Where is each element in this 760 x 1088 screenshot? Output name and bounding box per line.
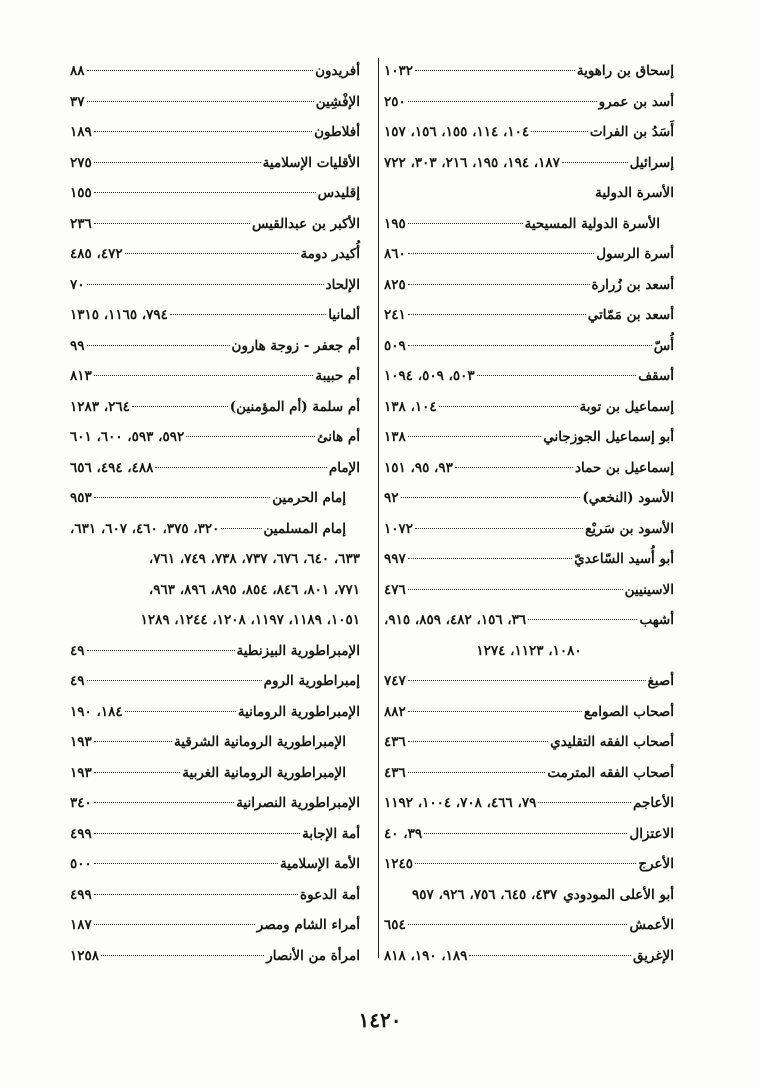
index-term: إقليدس bbox=[317, 185, 360, 201]
index-page-refs: ١٩٣ bbox=[70, 734, 92, 750]
index-entry bbox=[70, 56, 360, 87]
dot-leader bbox=[415, 863, 636, 864]
dot-leader bbox=[477, 375, 636, 376]
index-term: الاسينيين bbox=[624, 581, 674, 598]
index-entry bbox=[70, 178, 360, 209]
index-term: أمة الدعوة bbox=[300, 886, 360, 903]
index-term: إسحاق بن راهوية bbox=[576, 63, 674, 79]
index-term: الإغريق bbox=[633, 947, 674, 964]
index-term: الأسرة الدولية المسيحية bbox=[524, 215, 660, 232]
index-term: أم حبيبة bbox=[315, 368, 360, 384]
index-entry bbox=[384, 849, 674, 880]
index-term: الإمبراطورية الرومانية bbox=[237, 703, 360, 720]
index-page-refs: ٨٦٠ bbox=[384, 246, 406, 262]
index-term: إسماعيل بن توبة bbox=[579, 398, 674, 415]
dot-leader bbox=[125, 253, 299, 254]
index-page-refs: ١٢٤٥ bbox=[384, 856, 414, 872]
dot-leader bbox=[538, 802, 631, 803]
index-term: الأمة الإسلامية bbox=[280, 856, 360, 872]
index-term: أم هانئ bbox=[316, 429, 360, 445]
index-entry bbox=[70, 483, 360, 514]
index-page-refs: ١٠٧٢ bbox=[384, 520, 414, 537]
index-page-refs: ١٠٤، ١١٤، ١٥٥، ١٥٦، ١٥٧ bbox=[384, 124, 530, 140]
index-page-refs: ١٠٤، ١٣٨ bbox=[384, 398, 437, 415]
dot-leader bbox=[408, 284, 590, 285]
dot-leader bbox=[87, 650, 235, 651]
index-term: أصحاب الفقه التقليدي bbox=[550, 734, 674, 750]
index-term: أسد بن عمرو bbox=[598, 93, 674, 110]
index-term: إسرائيل bbox=[629, 154, 674, 171]
index-term: الأقليات الإسلامية bbox=[262, 154, 360, 171]
index-entry-continuation bbox=[70, 605, 360, 636]
index-page-refs: ٤٩٩ bbox=[70, 886, 92, 903]
index-page-refs: ٨١٣ bbox=[70, 368, 92, 384]
index-entry bbox=[70, 910, 360, 941]
index-term: الإمبراطورية الرومانية الغربية bbox=[182, 764, 346, 781]
dot-leader bbox=[424, 833, 627, 834]
index-entry bbox=[384, 87, 674, 118]
dot-leader bbox=[401, 497, 581, 498]
index-page-refs: ٥٩٢، ٥٩٣، ٦٠٠، ٦٠١ bbox=[70, 429, 185, 445]
index-page-refs: ٣٧ bbox=[70, 93, 85, 110]
index-page-refs: ١٨٩ bbox=[70, 124, 92, 140]
index-entry bbox=[70, 727, 360, 758]
index-term: أصبغ bbox=[647, 673, 674, 689]
dot-leader bbox=[531, 131, 588, 132]
index-term: الإفْشِين bbox=[315, 93, 360, 110]
dot-leader bbox=[94, 497, 270, 498]
index-entry bbox=[70, 758, 360, 789]
index-entry bbox=[70, 422, 360, 453]
index-entry bbox=[384, 819, 674, 850]
index-entry bbox=[70, 697, 360, 728]
index-term: الإلحاد bbox=[325, 276, 360, 293]
index-page-refs: ٤٣٦ bbox=[384, 764, 406, 781]
index-entry bbox=[384, 788, 674, 819]
index-entry bbox=[384, 331, 674, 362]
index-page-refs: ٧٩، ٤٦٦، ٧٠٨، ١٠٠٤، ١١٩٢ bbox=[384, 795, 537, 811]
dot-leader bbox=[408, 223, 523, 224]
dot-leader bbox=[408, 345, 652, 346]
index-entry bbox=[70, 148, 360, 179]
index-page-refs: ٧٩٤، ١١٦٥، ١٣١٥ bbox=[70, 307, 168, 323]
index-entry bbox=[70, 270, 360, 301]
index-term: أم سلمة (أم المؤمنين) bbox=[229, 398, 360, 415]
index-page-refs: ٦٣٣، ٦٤٠، ٦٧٦، ٧٣٧، ٧٣٨، ٧٤٩، ٧٦١، bbox=[148, 551, 360, 567]
index-entry bbox=[384, 941, 674, 972]
index-term: أم جعفر - زوجة هارون bbox=[231, 337, 360, 354]
dot-leader bbox=[87, 70, 314, 71]
index-page-refs: ٨٨ bbox=[70, 63, 85, 79]
index-page-refs: ٦٥٤ bbox=[384, 917, 406, 933]
index-entry bbox=[70, 209, 360, 240]
dot-leader bbox=[87, 345, 230, 346]
dot-leader bbox=[408, 711, 582, 712]
dot-leader bbox=[132, 406, 228, 407]
column-divider bbox=[378, 58, 379, 958]
index-page-refs: ٥٠٩ bbox=[384, 337, 406, 354]
index-entry bbox=[384, 575, 674, 606]
index-page-refs: ٢٦٤، ١٢٨٣ bbox=[70, 398, 130, 415]
index-entry bbox=[384, 361, 674, 392]
index-term: الأعمش bbox=[629, 917, 674, 933]
index-page-refs: ٧٧١، ٨٠١، ٨٤٦، ٨٥٤، ٨٩٥، ٨٩٦، ٩٦٣، bbox=[148, 581, 360, 598]
dot-leader bbox=[94, 192, 316, 193]
index-entry bbox=[384, 148, 674, 179]
index-term: أسرة الرسول bbox=[596, 246, 674, 262]
index-term: الإمبراطورية النصرانية bbox=[236, 795, 360, 811]
index-entry bbox=[384, 880, 674, 911]
index-term: الأسرة الدولية bbox=[595, 185, 674, 201]
index-entry-continuation bbox=[384, 636, 674, 667]
dot-leader bbox=[94, 924, 255, 925]
index-page-refs: ١٥٥ bbox=[70, 185, 92, 201]
index-entry bbox=[70, 819, 360, 850]
dot-leader bbox=[415, 70, 575, 71]
dot-leader bbox=[94, 223, 250, 224]
index-entry bbox=[384, 697, 674, 728]
index-page-refs: ٩٥٣ bbox=[70, 490, 92, 506]
index-page-refs: ٣٤٠ bbox=[70, 795, 92, 811]
index-entry bbox=[70, 87, 360, 118]
index-term: الإمبراطورية البيزنطية bbox=[236, 642, 360, 659]
index-page-refs: ٢٤١ bbox=[384, 307, 406, 323]
index-page-refs: ١٨٧ bbox=[70, 917, 92, 933]
index-term: الإمام bbox=[328, 459, 360, 476]
index-entry bbox=[70, 117, 360, 148]
dot-leader bbox=[562, 162, 628, 163]
dot-leader bbox=[408, 924, 628, 925]
index-entry bbox=[70, 331, 360, 362]
dot-leader bbox=[469, 955, 631, 956]
index-term: امرأة من الأنصار bbox=[266, 947, 360, 964]
index-entry bbox=[70, 514, 360, 545]
index-term: أمراء الشام ومصر bbox=[256, 917, 360, 933]
index-term: أسقف bbox=[638, 368, 674, 384]
dot-leader bbox=[87, 284, 324, 285]
index-page-refs: ٩٣، ٩٥، ١٥١ bbox=[384, 459, 453, 476]
index-page-refs: ٤٩٩ bbox=[70, 825, 92, 842]
index-page-refs: ١٢٥٨ bbox=[70, 947, 100, 964]
index-page-refs: ٩٩ bbox=[70, 337, 85, 354]
index-page-refs: ٧٠ bbox=[70, 276, 85, 293]
index-entry bbox=[384, 544, 674, 575]
dot-leader bbox=[125, 711, 236, 712]
index-term: الأكبر بن عبدالقيس bbox=[251, 215, 360, 232]
index-entry bbox=[70, 361, 360, 392]
index-entry bbox=[384, 910, 674, 941]
dot-leader bbox=[155, 467, 326, 468]
index-page-refs: ٤٣٦ bbox=[384, 734, 406, 750]
index-page-refs: ٣٩، ٤٠ bbox=[384, 825, 423, 842]
index-term: أُسّ bbox=[653, 337, 674, 354]
dot-leader bbox=[408, 314, 586, 315]
index-page-refs: ٥٠٣، ٥٠٩، ١٠٩٤ bbox=[384, 368, 475, 384]
index-entry bbox=[384, 300, 674, 331]
dot-leader bbox=[221, 528, 261, 529]
dot-leader bbox=[94, 833, 300, 834]
index-term: أَسَدُ بن الفرات bbox=[589, 124, 674, 140]
dot-leader bbox=[408, 253, 595, 254]
dot-leader bbox=[170, 314, 326, 315]
index-entry bbox=[70, 636, 360, 667]
index-entry bbox=[70, 392, 360, 423]
index-entry bbox=[384, 605, 674, 636]
index-entry bbox=[70, 453, 360, 484]
index-page-refs: ٤٨٨، ٤٩٤، ٦٥٦ bbox=[70, 459, 154, 476]
index-term: إمام المسلمين bbox=[263, 520, 346, 537]
index-entry bbox=[384, 514, 674, 545]
index-term: أفريدون bbox=[315, 63, 360, 79]
index-entry bbox=[70, 788, 360, 819]
index-entry bbox=[384, 56, 674, 87]
index-term: أصحاب الفقه المترمت bbox=[547, 764, 674, 781]
index-page-refs: ٤٣٧، ٦٤٥، ٧٥٦، ٩٢٦، ٩٥٧ bbox=[412, 886, 558, 903]
index-page-refs: ١٣٨ bbox=[384, 429, 406, 445]
index-term: أبو إسماعيل الجوزجاني bbox=[543, 429, 674, 445]
dot-leader bbox=[94, 375, 314, 376]
index-term: الإمبراطورية الرومانية الشرقية bbox=[174, 734, 346, 750]
dot-leader bbox=[408, 680, 646, 681]
dot-leader bbox=[87, 101, 314, 102]
dot-leader bbox=[94, 772, 181, 773]
index-page-refs: ٢٧٥ bbox=[70, 154, 92, 171]
index-term: أسعد بن مَمّاتي bbox=[587, 307, 674, 323]
dot-leader bbox=[408, 558, 572, 559]
index-page-refs: ٤٩ bbox=[70, 673, 85, 689]
index-entry-continuation bbox=[70, 575, 360, 606]
index-entry bbox=[384, 453, 674, 484]
index-page-refs: ١٨٩، ١٩٠، ٨١٨ bbox=[384, 947, 468, 964]
index-term: الأعرج bbox=[638, 856, 674, 872]
index-entry bbox=[70, 849, 360, 880]
index-page-refs: ٢٥٠ bbox=[384, 93, 406, 110]
dot-leader bbox=[101, 955, 264, 956]
index-entry bbox=[384, 392, 674, 423]
index-term: إمام الحرمين bbox=[272, 490, 346, 506]
index-entry bbox=[384, 422, 674, 453]
index-entry bbox=[384, 239, 674, 270]
index-entry bbox=[70, 880, 360, 911]
index-entry bbox=[70, 941, 360, 972]
index-page-refs: ٤٧٦ bbox=[384, 581, 406, 598]
index-entry bbox=[384, 727, 674, 758]
index-page-refs: ٨٢٥ bbox=[384, 276, 406, 293]
index-term: أسعد بن زُرارة bbox=[591, 276, 674, 293]
dot-leader bbox=[94, 863, 278, 864]
index-term: ألمانيا bbox=[328, 307, 360, 323]
index-page-refs: ٤٩ bbox=[70, 642, 85, 659]
dot-leader bbox=[455, 467, 573, 468]
index-term: أبو أُسيد السّاعديّ bbox=[574, 551, 674, 567]
index-entry bbox=[70, 666, 360, 697]
index-page-refs: ١٨٤، ١٩٠ bbox=[70, 703, 123, 720]
page-number: ١٤٢٠ bbox=[358, 1008, 402, 1032]
dot-leader bbox=[408, 101, 597, 102]
dot-leader bbox=[408, 772, 546, 773]
index-page-refs: ١٨٧، ١٩٤، ١٩٥، ٢١٦، ٣٠٣، ٧٢٢ bbox=[384, 154, 560, 171]
dot-leader bbox=[415, 528, 583, 529]
index-page-refs: ٥٠٠ bbox=[70, 856, 92, 872]
index-page-refs: ٩٩٧ bbox=[384, 551, 406, 567]
index-term: أُكيدر دومة bbox=[300, 246, 360, 262]
index-entry bbox=[70, 300, 360, 331]
index-page-refs: ٧٤٧ bbox=[384, 673, 406, 689]
index-page-refs: ٨٨٢ bbox=[384, 703, 406, 720]
index-entry bbox=[384, 270, 674, 301]
index-term: أمة الإجابة bbox=[302, 825, 360, 842]
dot-leader bbox=[528, 619, 637, 620]
dot-leader bbox=[87, 680, 262, 681]
index-page-refs: ٢٣٦ bbox=[70, 215, 92, 232]
index-term: الأسود بن سَريْع bbox=[585, 520, 674, 537]
dot-leader bbox=[94, 802, 234, 803]
index-entry bbox=[384, 666, 674, 697]
index-entry bbox=[384, 117, 674, 148]
index-entry bbox=[384, 483, 674, 514]
dot-leader bbox=[94, 131, 312, 132]
dot-leader bbox=[94, 741, 172, 742]
index-column-left bbox=[70, 56, 360, 971]
dot-leader bbox=[186, 436, 315, 437]
index-term: إمبراطورية الروم bbox=[263, 673, 360, 689]
index-entry bbox=[384, 758, 674, 789]
index-page-refs: ٩٢ bbox=[384, 490, 399, 506]
index-entry bbox=[384, 178, 674, 209]
index-page-refs: ١٩٥ bbox=[384, 215, 406, 232]
dot-leader bbox=[408, 741, 548, 742]
index-page-refs: ٣٦، ١٥٦، ٤٨٢، ٨٥٩، ٩١٥، bbox=[384, 612, 527, 628]
index-page-refs: ١٠٣٢ bbox=[384, 63, 414, 79]
index-entry bbox=[384, 209, 674, 240]
index-term: الاعتزال bbox=[629, 825, 674, 842]
dot-leader bbox=[94, 894, 298, 895]
index-term: إسماعيل بن حماد bbox=[574, 459, 674, 476]
index-term: أفلاطون bbox=[314, 124, 360, 140]
index-page-refs: ٤٧٢، ٤٨٥ bbox=[70, 246, 123, 262]
dot-leader bbox=[94, 162, 261, 163]
index-page-refs: ٣٢٠، ٣٧٥، ٤٦٠، ٦٠٧، ٦٣١، bbox=[70, 520, 220, 537]
index-term: أبو الأعلى المودودي bbox=[563, 886, 674, 903]
index-term: أصحاب الصوامع bbox=[583, 703, 674, 720]
index-term: الأسود (النخعي) bbox=[582, 490, 674, 506]
dot-leader bbox=[408, 589, 623, 590]
index-term: أشهب bbox=[639, 612, 674, 628]
index-term: الأعاجم bbox=[633, 795, 674, 811]
index-page-refs: ١٠٨٠، ١١٢٣، ١٢٧٤ bbox=[476, 642, 582, 659]
index-entry-continuation bbox=[70, 544, 360, 575]
index-entry bbox=[70, 239, 360, 270]
dot-leader bbox=[408, 436, 541, 437]
index-page-refs: ١٠٥١، ١١٨٩، ١١٩٧، ١٢٠٨، ١٢٤٤، ١٢٨٩ bbox=[140, 612, 360, 628]
index-page-refs: ١٩٣ bbox=[70, 764, 92, 781]
dot-leader bbox=[439, 406, 578, 407]
index-column-right bbox=[384, 56, 674, 971]
